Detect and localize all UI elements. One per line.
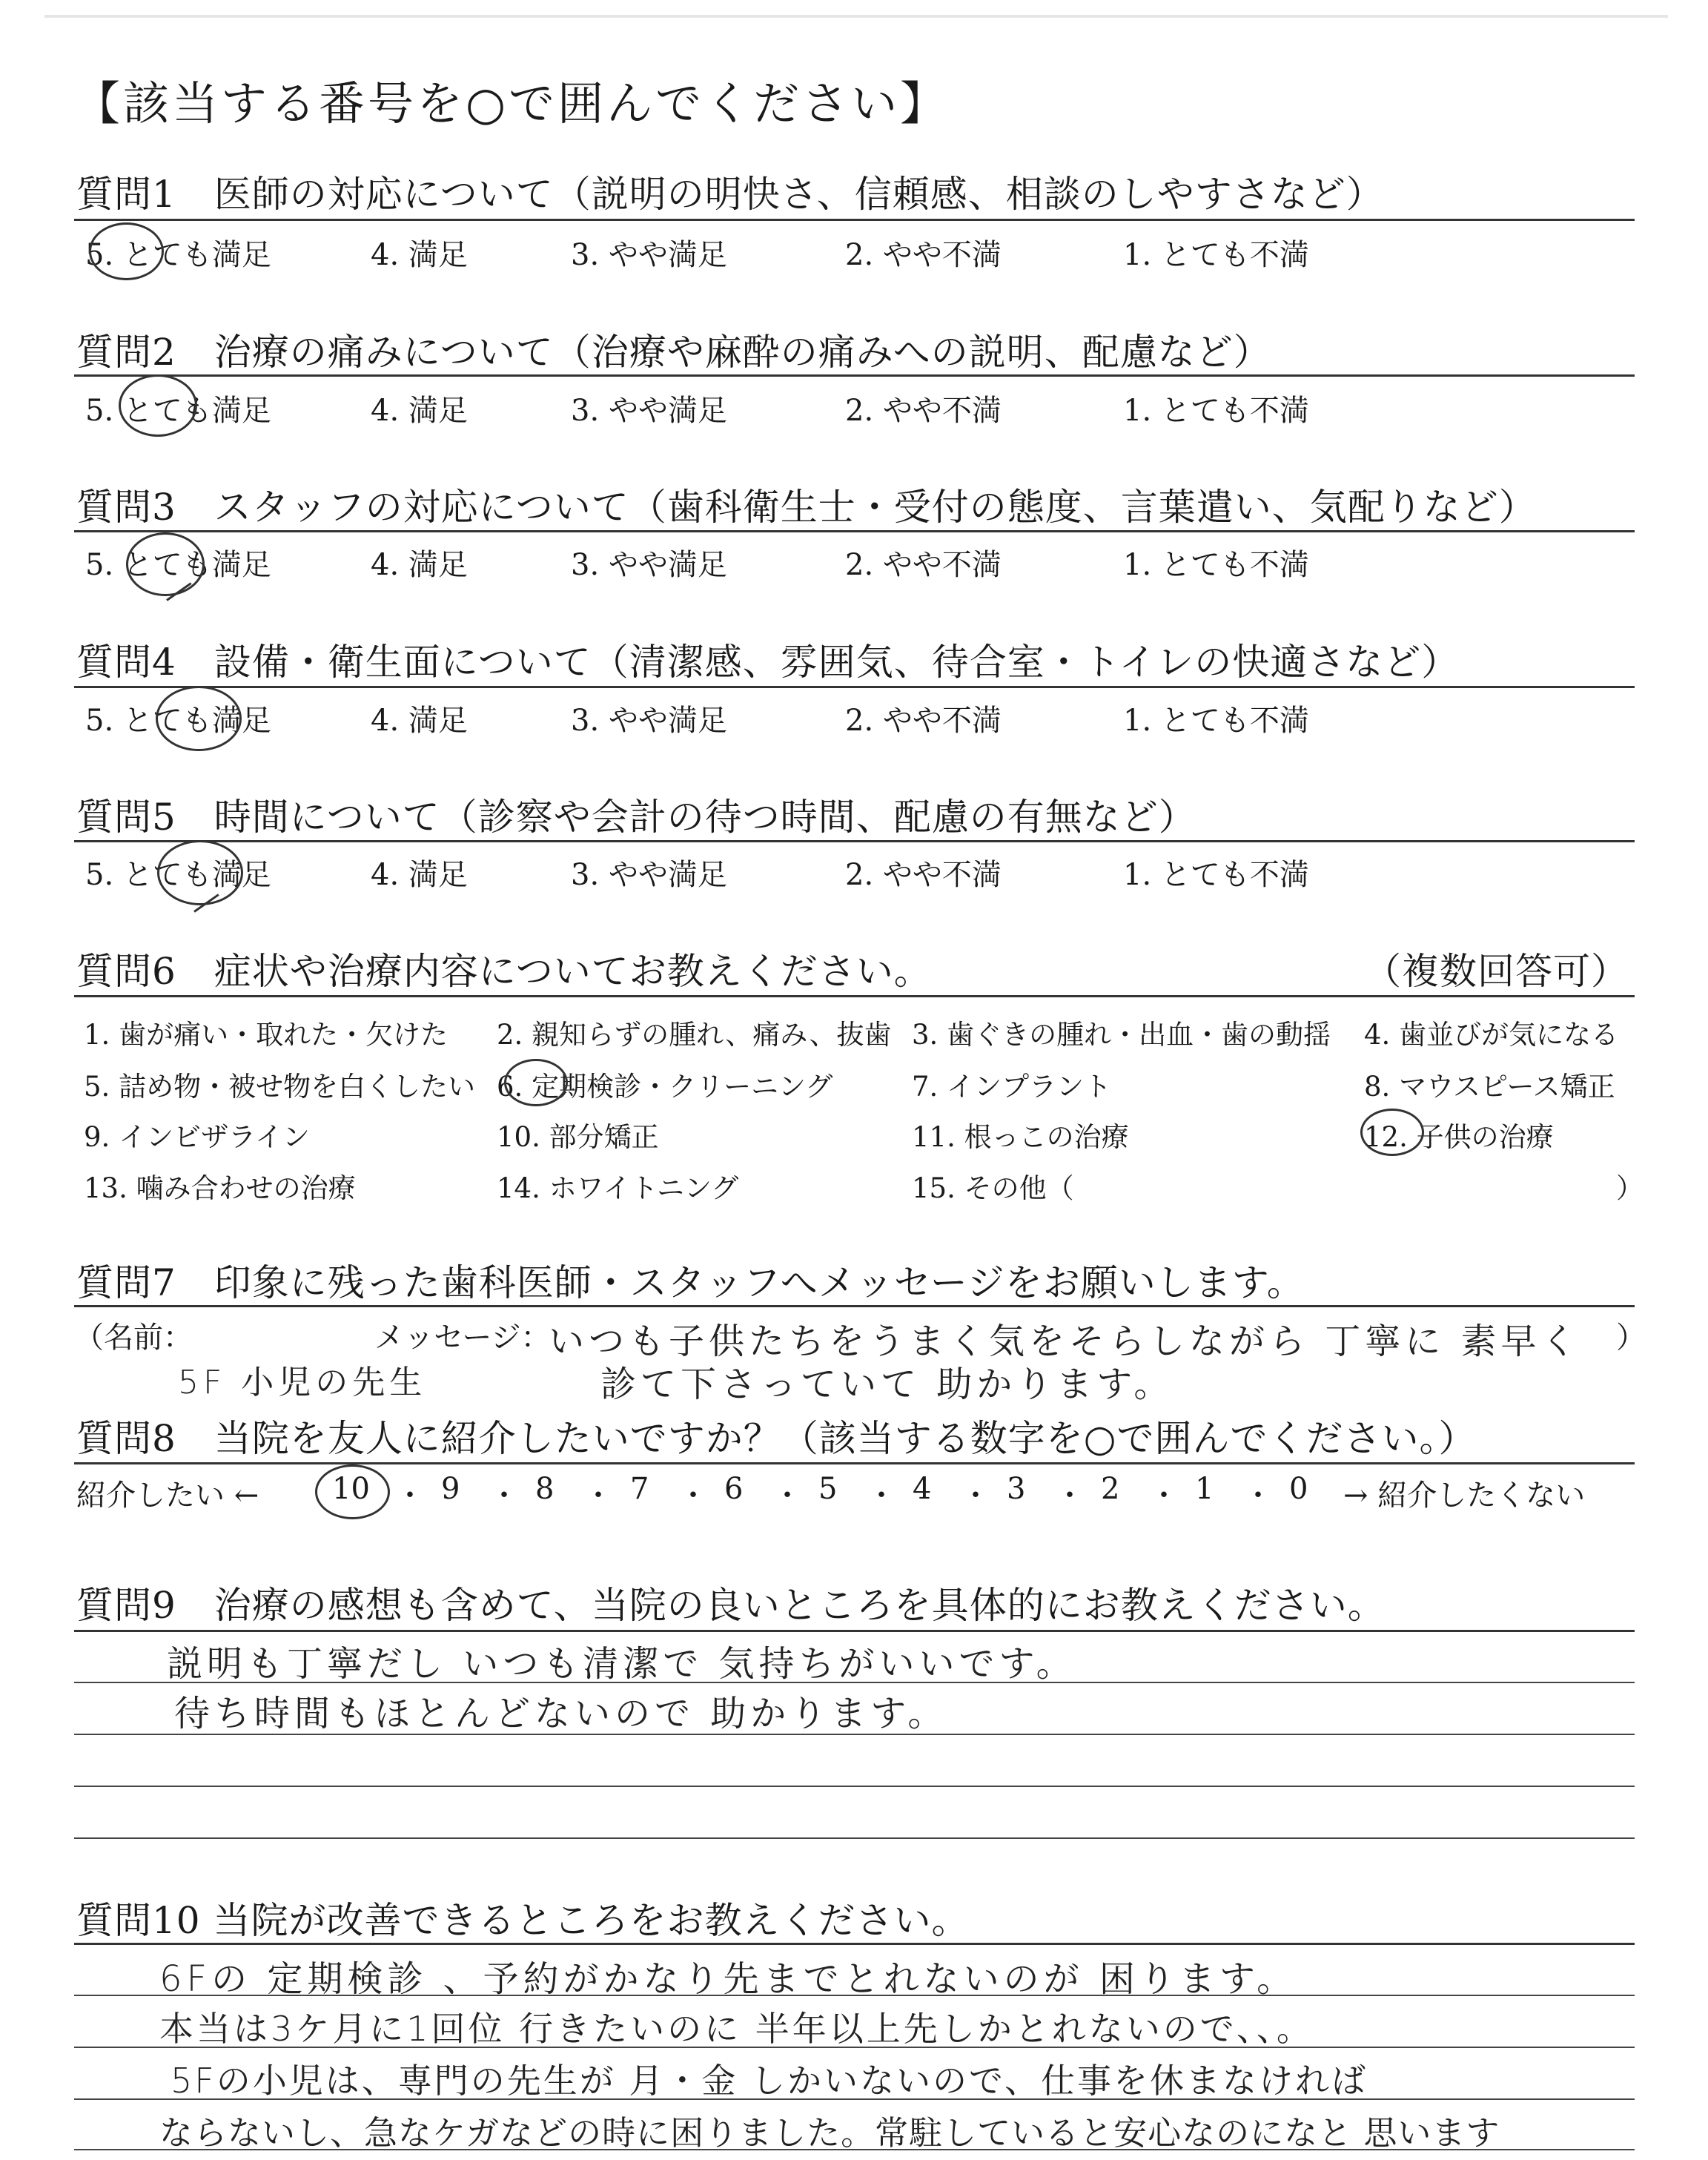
- question-1-title: 質問1 医師の対応について（説明の明快さ、信頼感、相談のしやすさなど）: [76, 173, 1384, 216]
- q8-sep: ・: [961, 1479, 990, 1513]
- q10-answer-line-1[interactable]: 6Fの 定期検診 、予約がかなり先までとれないのが 困ります。: [159, 1958, 1297, 2000]
- question-5-rule: [74, 840, 1635, 842]
- q1-choice-4[interactable]: 4. 満足: [371, 238, 468, 272]
- question-8-title: 質問8 当院を友人に紹介したいですか？（該当する数字を○で囲んでください。）: [76, 1417, 1477, 1460]
- q4-choice-5[interactable]: 5. とても満足: [85, 704, 271, 738]
- q10-answer-line-3[interactable]: 5Fの小児は、専門の先生が 月・金 しかいないので、仕事を休まなければ: [171, 2061, 1368, 2101]
- q4-choice-4[interactable]: 4. 満足: [371, 704, 468, 738]
- q3-choice-1[interactable]: 1. とても不満: [1123, 548, 1309, 582]
- q8-sep: ・: [583, 1479, 613, 1513]
- symptom-option-4[interactable]: 4. 歯並びが気になる: [1364, 1019, 1619, 1051]
- q8-score-1[interactable]: 1: [1195, 1472, 1214, 1506]
- symptom-option-5[interactable]: 5. 詰め物・被せ物を白くしたい: [84, 1071, 476, 1103]
- symptom-option-10[interactable]: 10. 部分矯正: [497, 1121, 659, 1153]
- symptom-option-15[interactable]: 15. その他（: [912, 1172, 1074, 1204]
- q8-sep: ・: [489, 1479, 519, 1513]
- symptom-option-13[interactable]: 13. 噛み合わせの治療: [84, 1172, 356, 1204]
- question-6-multiple-note: （複数回答可）: [1364, 950, 1629, 993]
- q8-sep: ・: [867, 1479, 896, 1513]
- q4-choice-1[interactable]: 1. とても不満: [1123, 704, 1309, 738]
- q8-sep: ・: [1055, 1479, 1085, 1513]
- q9-answer-line-2[interactable]: 待ち時間もほとんどないので 助かります。: [174, 1693, 948, 1734]
- q8-score-0[interactable]: 0: [1289, 1472, 1308, 1506]
- q7-name-label: （名前：: [74, 1321, 193, 1355]
- symptom-option-3[interactable]: 3. 歯ぐきの腫れ・出血・歯の動揺: [912, 1019, 1331, 1051]
- q5-selection-circle: [157, 840, 243, 905]
- q2-choice-5[interactable]: 5. とても満足: [85, 394, 271, 428]
- q4-choice-3[interactable]: 3. やや満足: [571, 704, 727, 738]
- q8-not-recommend-label: → 紹介したくない: [1343, 1479, 1586, 1513]
- question-2-rule: [74, 374, 1635, 377]
- question-3-title: 質問3 スタッフの対応について（歯科衛生士・受付の態度、言葉遣い、気配りなど）: [76, 486, 1537, 529]
- q10-answer-line-2[interactable]: 本当は3ケ月に1回位 行きたいのに 半年以上先しかとれないので、、。: [159, 2009, 1314, 2049]
- q5-choice-3[interactable]: 3. やや満足: [571, 858, 727, 892]
- form-instruction-header: 【該当する番号を○で囲んでください】: [74, 76, 950, 131]
- page-top-border: [44, 15, 1668, 18]
- question-1-rule: [74, 219, 1635, 221]
- symptom-option-12[interactable]: 12. 子供の治療: [1364, 1121, 1554, 1153]
- q8-sep: ・: [1243, 1479, 1273, 1513]
- question-10-title: 質問10 当院が改善できるところをお教えください。: [76, 1899, 970, 1942]
- q8-sep: ・: [678, 1479, 708, 1513]
- question-6-title: 質問6 症状や治療内容についてお教えください。: [76, 950, 932, 993]
- q8-score-9[interactable]: 9: [441, 1472, 460, 1506]
- q8-recommend-label: 紹介したい ←: [76, 1479, 259, 1513]
- q3-choice-3[interactable]: 3. やや満足: [571, 548, 727, 582]
- symptom-option-14[interactable]: 14. ホワイトニング: [497, 1172, 739, 1204]
- q8-score-10[interactable]: 10: [332, 1472, 370, 1506]
- q3-choice-5[interactable]: 5. とても満足: [85, 548, 271, 582]
- symptom-option-11[interactable]: 11. 根っこの治療: [912, 1121, 1129, 1153]
- q1-selection-circle: [89, 222, 164, 280]
- q8-sep: ・: [1149, 1479, 1179, 1513]
- q1-choice-2[interactable]: 2. やや不満: [845, 238, 1002, 272]
- question-9-title: 質問9 治療の感想も含めて、当院の良いところを具体的にお教えください。: [76, 1584, 1386, 1627]
- q3-selection-circle: [126, 532, 205, 596]
- q5-choice-4[interactable]: 4. 満足: [371, 858, 468, 892]
- symptom-option-2[interactable]: 2. 親知らずの腫れ、痛み、抜歯: [497, 1019, 892, 1051]
- symptom-6-selection-circle: [504, 1059, 568, 1106]
- q5-choice-1[interactable]: 1. とても不満: [1123, 858, 1309, 892]
- q1-choice-3[interactable]: 3. やや満足: [571, 238, 727, 272]
- q3-choice-2[interactable]: 2. やや不満: [845, 548, 1002, 582]
- q2-choice-3[interactable]: 3. やや満足: [571, 394, 727, 428]
- q1-choice-1[interactable]: 1. とても不満: [1123, 238, 1309, 272]
- q2-choice-4[interactable]: 4. 満足: [371, 394, 468, 428]
- q8-score-8[interactable]: 8: [535, 1472, 555, 1506]
- q10-answer-line-4[interactable]: ならないし、急なケガなどの時に困りました。常駐していると安心なのになと 思います: [159, 2113, 1500, 2153]
- q8-score-6[interactable]: 6: [724, 1472, 744, 1506]
- q2-choice-1[interactable]: 1. とても不満: [1123, 394, 1309, 428]
- q1-choice-5[interactable]: 5. とても満足: [85, 238, 271, 272]
- q8-score-4[interactable]: 4: [913, 1472, 932, 1506]
- question-10-rule: [74, 1943, 1635, 1945]
- question-9-rule: [74, 1630, 1635, 1632]
- q7-message-label: メッセージ：: [374, 1321, 551, 1355]
- q9-answer-line: [74, 1786, 1635, 1787]
- q8-selection-circle: [315, 1464, 390, 1519]
- question-5-title: 質問5 時間について（診察や会計の待つ時間、配慮の有無など）: [76, 796, 1196, 839]
- symptom-other-close-paren: ）: [1616, 1172, 1644, 1204]
- q8-sep: ・: [395, 1479, 425, 1513]
- question-3-rule: [74, 530, 1635, 532]
- q8-score-3[interactable]: 3: [1007, 1472, 1026, 1506]
- question-2-title: 質問2 治療の痛みについて（治療や麻酔の痛みへの説明、配慮など）: [76, 331, 1271, 374]
- q8-score-2[interactable]: 2: [1101, 1472, 1120, 1506]
- question-4-rule: [74, 686, 1635, 688]
- q4-selection-circle: [156, 686, 242, 751]
- q2-choice-2[interactable]: 2. やや不満: [845, 394, 1002, 428]
- q7-message-line-1[interactable]: いつも子供たちをうまく気をそらしながら 丁寧に 素早く: [549, 1321, 1581, 1362]
- symptom-option-8[interactable]: 8. マウスピース矯正: [1364, 1071, 1615, 1103]
- q9-answer-line-1[interactable]: 説明も丁寧だし いつも清潔で 気持ちがいいです。: [167, 1643, 1076, 1685]
- symptom-option-7[interactable]: 7. インプラント: [912, 1071, 1112, 1103]
- q3-choice-4[interactable]: 4. 満足: [371, 548, 468, 582]
- q8-sep: ・: [772, 1479, 802, 1513]
- question-7-title: 質問7 印象に残った歯科医師・スタッフへメッセージをお願いします。: [76, 1261, 1305, 1304]
- symptom-option-1[interactable]: 1. 歯が痛い・取れた・欠けた: [84, 1019, 448, 1051]
- question-8-rule: [74, 1462, 1635, 1464]
- question-6-rule: [74, 995, 1635, 997]
- question-7-rule: [74, 1305, 1635, 1307]
- q2-selection-circle: [119, 374, 197, 437]
- q7-message-line-2[interactable]: 診て下さっていて 助かります。: [600, 1364, 1174, 1405]
- q5-choice-2[interactable]: 2. やや不満: [845, 858, 1002, 892]
- q8-score-5[interactable]: 5: [818, 1472, 838, 1506]
- q4-choice-2[interactable]: 2. やや不満: [845, 704, 1002, 738]
- symptom-12-selection-circle: [1360, 1109, 1424, 1156]
- symptom-option-6[interactable]: 6. 定期検診・クリーニング: [497, 1071, 833, 1103]
- q7-close-paren: ）: [1616, 1321, 1646, 1355]
- symptom-option-9[interactable]: 9. インビザライン: [84, 1121, 310, 1153]
- question-4-title: 質問4 設備・衛生面について（清潔感、雰囲気、待合室・トイレの快適さなど）: [76, 641, 1460, 684]
- q5-choice-5[interactable]: 5. とても満足: [85, 858, 271, 892]
- q7-staff-name[interactable]: 5F 小児の先生: [178, 1364, 427, 1401]
- q8-score-7[interactable]: 7: [630, 1472, 649, 1506]
- q9-answer-line: [74, 1837, 1635, 1839]
